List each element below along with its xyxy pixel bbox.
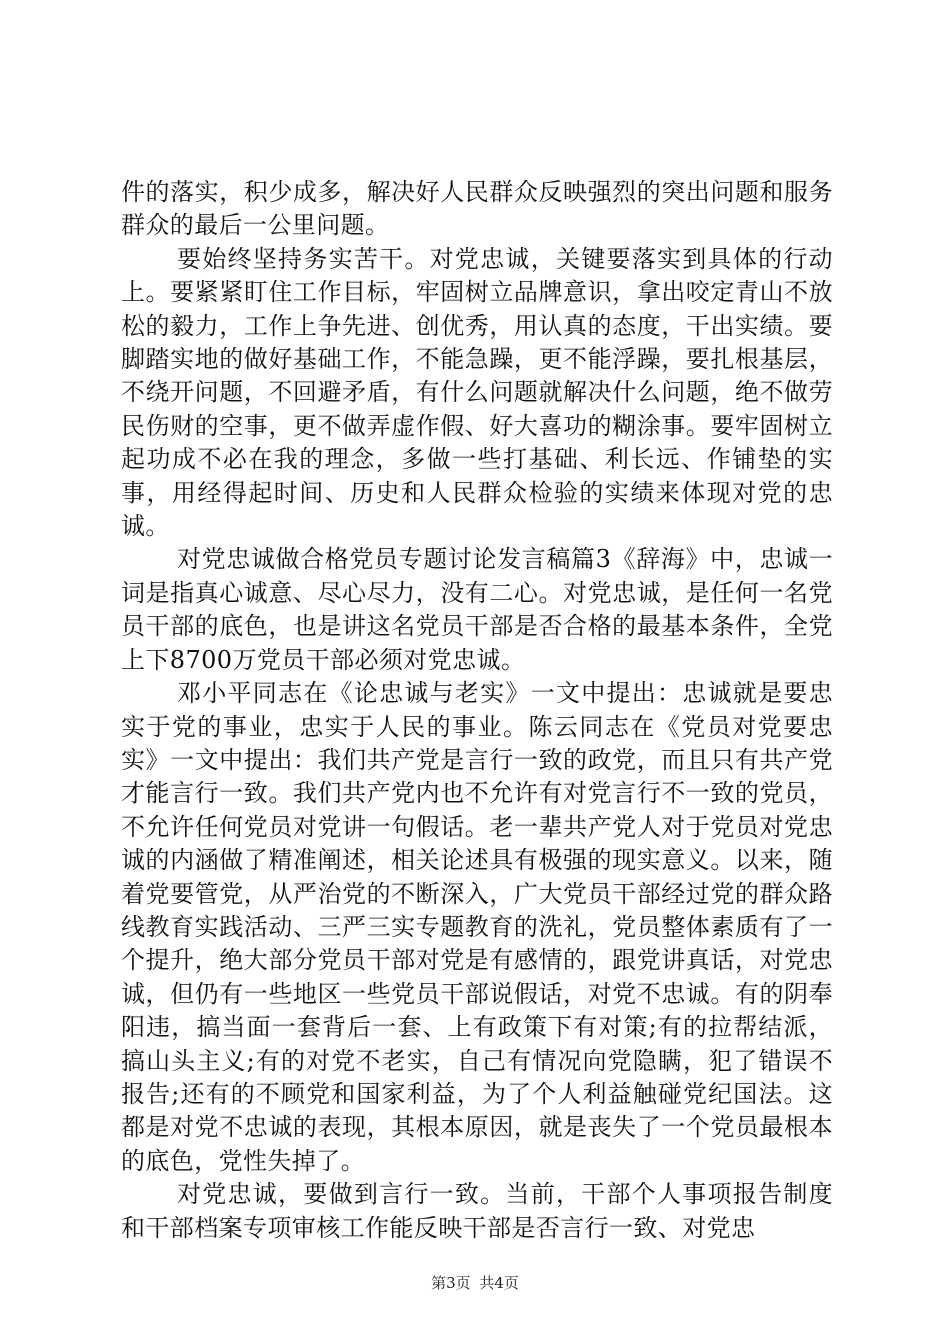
paragraph-continuation: 件的落实，积少成多，解决好人民群众反映强烈的突出问题和服务群众的最后一公里问题。 bbox=[121, 178, 833, 240]
page-total: 共4页 bbox=[479, 1274, 519, 1292]
page-footer bbox=[0, 1273, 950, 1293]
document-body bbox=[121, 176, 833, 1245]
page-number: 第3页 bbox=[431, 1274, 471, 1292]
paragraph-loyalty-definition: 对党忠诚做合格党员专题讨论发言稿篇3《辞海》中，忠诚一词是指真心诚意、尽心尽力，没有二心。对党忠诚，是任何一名党员干部的底色，也是讲这名党员干部是否合格的最基本条件，全党上下8700万党员干部必须对党忠诚。 bbox=[121, 545, 833, 674]
paragraph-deng-chen-quotes: 邓小平同志在《论忠诚与老实》一文中提出：忠诚就是要忠实于党的事业，忠实于人民的事业。陈云同志在《党员对党要忠实》一文中提出：我们共产党是言行一致的政党，而且只有共产党才能言行一致。我们共产党内也不允许有对党言行不一致的党员，不允许任何党员对党讲一句假话。老一辈共产党人对于党员对党忠诚的内涵做了精准阐述，相关论述具有极强的现实意义。以来，随着党要管党，从严治党的不断深入，广大党员干部经过党的群众路线教育实践活动、三严三实专题教育的洗礼，党员整体素质有了一个提升，绝大部分党员干部对党是有感情的，跟党讲真话，对党忠诚，但仍有一些地区一些党员干部说假话，对党不忠诚。有的阴奉阳违，搞当面一套背后一套、上有政策下有对策;有的拉帮结派，搞山头主义;有的对党不老实，自己有情况向党隐瞒，犯了错误不报告;还有的不顾党和国家利益，为了个人利益触碰党纪国法。这都是对党不忠诚的表现，其根本原因，就是丧失了一个党员最根本的底色，党性失掉了。 bbox=[121, 679, 833, 1175]
paragraph-words-deeds: 对党忠诚，要做到言行一致。当前，干部个人事项报告制度和干部档案专项审核工作能反映干部是否言行一致、对党忠 bbox=[121, 1180, 833, 1242]
paragraph-pragmatic-work: 要始终坚持务实苦干。对党忠诚，关键要落实到具体的行动上。要紧紧盯住工作目标，牢固树立品牌意识，拿出咬定青山不放松的毅力，工作上争先进、创优秀，用认真的态度，干出实绩。要脚踏实地的做好基础工作，不能急躁，更不能浮躁，要扎根基层，不绕开问题，不回避矛盾，有什么问题就解决什么问题，绝不做劳民伤财的空事，更不做弄虚作假、好大喜功的糊涂事。要牢固树立起功成不必在我的理念，多做一些打基础、利长远、作铺垫的实事，用经得起时间、历史和人民群众检验的实绩来体现对党的忠诚。 bbox=[121, 244, 833, 541]
